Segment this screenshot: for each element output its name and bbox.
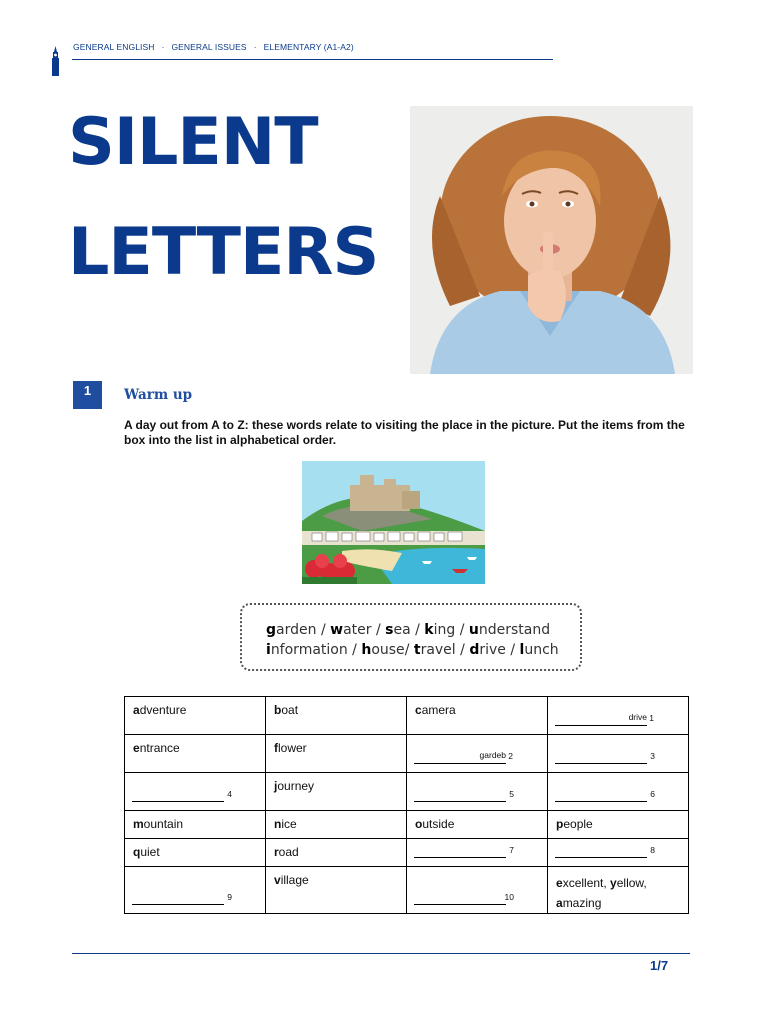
word-initial-letter: a (556, 896, 563, 910)
word-initial-letter: y (610, 876, 617, 890)
word-rest: eople (563, 817, 593, 831)
word-rest: amera (421, 703, 456, 717)
word-rest: arden (276, 622, 317, 638)
word-rest: rive (479, 642, 506, 658)
page-title (68, 88, 398, 308)
word-initial-letter: q (133, 845, 141, 859)
table-cell (407, 839, 548, 867)
blank-number: 9 (227, 892, 232, 902)
word-initial-letter: i (266, 642, 271, 658)
word-box-word (385, 622, 411, 638)
table-cell (548, 697, 689, 735)
table-cell (407, 735, 548, 773)
table-word (274, 867, 398, 887)
answer-blank[interactable] (414, 891, 514, 905)
word-rest: oat (281, 703, 299, 717)
table-cell (548, 773, 689, 811)
breadcrumb-item[interactable]: ELEMENTARY (A1-A2) (263, 42, 354, 52)
table-word (133, 697, 257, 717)
word-rest: ice (281, 817, 297, 831)
table-cell (266, 839, 407, 867)
answer-blank[interactable] (555, 844, 655, 858)
word-rest: ing (433, 622, 456, 638)
answer-blank[interactable] (132, 788, 232, 802)
word-separator: / (316, 622, 331, 638)
word-initial-letter: j (274, 779, 278, 793)
alphabet-table (124, 696, 689, 914)
table-row (125, 697, 689, 735)
word-rest: ravel (420, 642, 456, 658)
word-initial-letter: p (556, 817, 564, 831)
word-rest: ourney (277, 779, 315, 793)
word-initial-letter: u (468, 622, 479, 638)
blank-number: 6 (650, 789, 655, 799)
table-cell (125, 735, 266, 773)
word-separator: / (455, 622, 469, 638)
word-initial-letter: e (133, 741, 140, 755)
blank-number: 5 (509, 789, 514, 799)
word-initial-letter: k (424, 622, 434, 638)
word-box-word (361, 642, 404, 658)
table-cell (266, 867, 407, 914)
big-ben-logo-icon (50, 46, 61, 76)
answer-blank[interactable] (414, 844, 514, 858)
harbour-castle-illustration (302, 461, 485, 584)
table-row (125, 839, 689, 867)
word-box-word (520, 642, 559, 658)
table-word (133, 839, 257, 859)
table-cell (266, 697, 407, 735)
blank-number: 3 (650, 751, 655, 761)
word-rest: nformation (270, 642, 348, 658)
table-cell (407, 867, 548, 914)
table-cell (407, 811, 548, 839)
word-separator: / (404, 642, 414, 658)
word-initial-letter: r (274, 845, 279, 859)
answer-blank[interactable] (555, 788, 655, 802)
word-rest: mazing (562, 896, 602, 910)
table-cell (407, 697, 548, 735)
table-cell (548, 811, 689, 839)
breadcrumb-item[interactable]: GENERAL ISSUES (171, 42, 247, 52)
word-rest: utside (422, 817, 455, 831)
table-cell (266, 811, 407, 839)
word-initial-letter: f (274, 741, 278, 755)
word-box-word (469, 642, 506, 658)
word-box-word (424, 622, 455, 638)
header-divider (72, 59, 553, 60)
word-rest: nderstand (478, 622, 551, 638)
word-initial-letter: l (519, 642, 525, 658)
answer-blank[interactable] (414, 750, 513, 764)
word-initial-letter: c (415, 703, 422, 717)
word-box-line-2 (266, 640, 580, 660)
word-initial-letter: a (133, 703, 140, 717)
word-initial-letter: v (274, 873, 281, 887)
table-cell (266, 773, 407, 811)
word-box-word (469, 622, 550, 638)
table-cell (407, 773, 548, 811)
word-rest: dventure (139, 703, 187, 717)
word-rest: ater (343, 622, 372, 638)
word-rest: unch (524, 642, 559, 658)
word-rest: xcellent, (562, 876, 611, 890)
section-title: Warm up (124, 387, 193, 403)
breadcrumb-item[interactable]: GENERAL ENGLISH (73, 42, 155, 52)
table-cell (125, 697, 266, 735)
word-box-word (266, 642, 348, 658)
woman-shush-photo (410, 106, 693, 374)
table-cell (548, 839, 689, 867)
word-rest: ellow, (616, 876, 647, 890)
word-rest: lower (278, 741, 307, 755)
table-cell (125, 867, 266, 914)
word-box-word (266, 622, 317, 638)
word-separator: / (505, 642, 520, 658)
word-group (556, 867, 680, 913)
table-cell (125, 839, 266, 867)
breadcrumb-separator: · (161, 42, 165, 52)
table-row (125, 867, 689, 914)
blank-number: 8 (650, 845, 655, 855)
word-separator: / (371, 622, 386, 638)
answer-blank[interactable] (132, 891, 232, 905)
answer-blank[interactable] (414, 788, 514, 802)
answer-blank[interactable] (555, 750, 655, 764)
footer-divider (72, 953, 690, 954)
word-initial-letter: b (274, 703, 282, 717)
table-row (125, 773, 689, 811)
page-number: 1/7 (650, 958, 669, 973)
table-word (556, 811, 680, 831)
table-word (274, 773, 398, 793)
instructions-text: A day out from A to Z: these words relate to visiting the place in the picture. Put the items from the box into the list in alphabetical order. (124, 418, 685, 447)
word-initial-letter: g (266, 622, 277, 638)
word-rest: oad (278, 845, 299, 859)
word-rest: uiet (140, 845, 160, 859)
table-cell (548, 867, 689, 914)
word-initial-letter: s (385, 622, 394, 638)
word-initial-letter: m (133, 817, 144, 831)
blank-number: 4 (227, 789, 232, 799)
table-word (133, 735, 257, 755)
word-initial-letter: w (330, 622, 344, 638)
word-group-line (556, 893, 680, 913)
title-line: LETTERS (68, 215, 379, 290)
blank-number: 10 (504, 892, 514, 902)
title-line: SILENT (68, 105, 318, 180)
breadcrumb (73, 42, 354, 52)
table-word (415, 697, 539, 717)
table-cell (548, 735, 689, 773)
table-cell (125, 811, 266, 839)
table-word (274, 811, 398, 831)
table-word (274, 735, 398, 755)
word-rest: illage (280, 873, 309, 887)
table-word (133, 811, 257, 831)
word-separator: / (410, 622, 425, 638)
word-group-line (556, 873, 680, 893)
table-cell (266, 735, 407, 773)
word-rest: ea (393, 622, 411, 638)
table-word (274, 839, 398, 859)
word-rest: ountain (143, 817, 184, 831)
word-separator: / (347, 642, 362, 658)
blank-number: 2 (508, 751, 513, 761)
table-row (125, 811, 689, 839)
word-box-word (414, 642, 456, 658)
word-initial-letter: o (415, 817, 423, 831)
table-row (125, 735, 689, 773)
filled-answer: drive (628, 712, 647, 722)
word-box-line-1 (266, 620, 580, 640)
breadcrumb-separator: · (253, 42, 257, 52)
word-initial-letter: n (274, 817, 282, 831)
filled-answer: gardeb (479, 750, 506, 760)
word-initial-letter: d (469, 642, 480, 658)
section-number-badge: 1 (73, 381, 102, 409)
word-initial-letter: h (361, 642, 372, 658)
word-initial-letter: t (413, 642, 421, 658)
word-initial-letter: e (556, 876, 563, 890)
word-separator: / (455, 642, 470, 658)
table-cell (125, 773, 266, 811)
word-box (240, 603, 582, 671)
word-rest: ouse (371, 642, 405, 658)
table-word (274, 697, 398, 717)
word-box-word (330, 622, 371, 638)
blank-number: 7 (509, 845, 514, 855)
table-word (415, 811, 539, 831)
word-rest: ntrance (139, 741, 180, 755)
answer-blank[interactable] (555, 712, 654, 726)
blank-number: 1 (649, 713, 654, 723)
